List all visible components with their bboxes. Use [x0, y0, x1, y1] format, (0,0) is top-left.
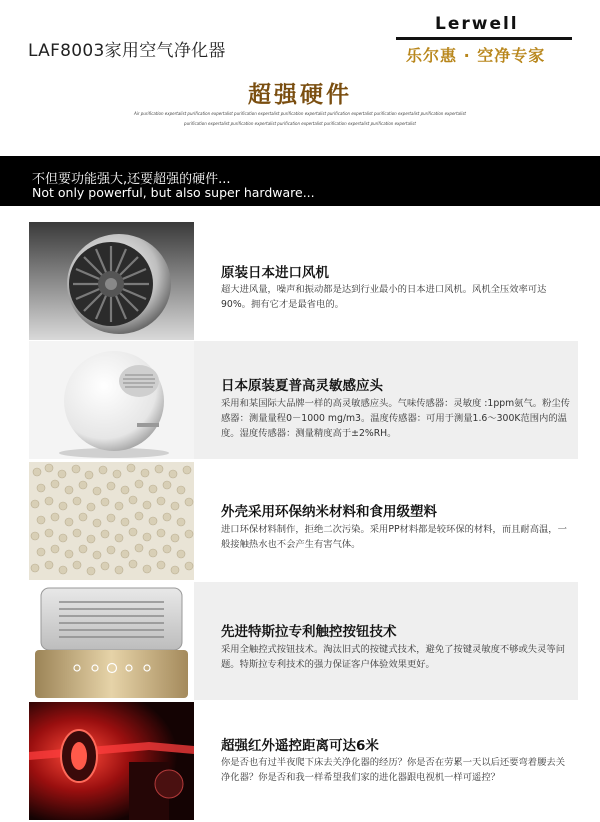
brand-logo-text: Lerwell — [435, 14, 519, 34]
sensor-image — [29, 341, 194, 459]
feature-row-remote — [29, 702, 578, 820]
infrared-laser-image — [29, 702, 194, 820]
feature-title: 超强红外遥控距离可达6米 — [221, 738, 379, 754]
fan-image — [29, 222, 194, 340]
feature-title: 先进特斯拉专利触控按钮技术 — [221, 624, 397, 640]
brand-slogan: 乐尔惠 · 空净专家 — [406, 46, 546, 65]
touch-panel-image — [29, 582, 194, 700]
feature-title: 外壳采用环保纳米材料和食用级塑料 — [221, 504, 437, 520]
section-fine-print-2: purification expertalist purification expertalist purification expertalist purification expertalist purification expertalist — [184, 121, 416, 126]
page-header — [0, 0, 600, 70]
banner-text-en: Not only powerful, but also super hardware... — [32, 185, 315, 200]
section-title: 超强硬件 — [248, 82, 352, 108]
feature-description: 你是否也有过半夜爬下床去关净化器的经历？你是否在劳累一天以后还要弯着腰去关净化器？你是否和我一样希望我们家的进化器跟电视机一样可遥控？ — [221, 757, 565, 783]
plastic-pellets-image — [29, 462, 194, 580]
feature-row-sensor — [29, 341, 578, 459]
feature-description: 超大进风量，噪声和振动都是达到行业最小的日本进口风机。风机全压效率可达90%。拥有它才是最省电的。 — [221, 284, 547, 310]
feature-description: 采用和某国际大品牌一样的高灵敏感应头。气味传感器：灵敏度 :1ppm氨气。粉尘传感器：测量量程0－1000 mg/m3。温度传感器：可用于测量1.6～300K范围内的温度。湿度传感器：测量精度高于±2%RH。 — [221, 398, 570, 439]
feature-row-touch — [29, 582, 578, 700]
brand-divider — [396, 37, 572, 40]
feature-title: 日本原装夏普高灵敏感应头 — [221, 378, 383, 394]
feature-row-fan — [29, 222, 578, 340]
product-title: LAF8003家用空气净化器 — [28, 41, 226, 61]
section-fine-print-1: Air purification expertalist purification expertalist purification expertalist purification expertalist purification expertalist purification expertalist purification expertalist — [134, 111, 466, 116]
banner-text-cn: 不但要功能强大,还要超强的硬件... — [32, 172, 231, 187]
feature-row-material — [29, 462, 578, 580]
feature-title: 原装日本进口风机 — [221, 265, 329, 281]
feature-description: 采用全触控式按钮技术。淘汰旧式的按键式技术，避免了按键灵敏度不够或失灵等问题。特斯拉专利技术的强力保证客户体验效果更好。 — [221, 644, 565, 670]
feature-description: 进口环保材料制作，拒绝二次污染。采用PP材料都是较环保的材料，而且耐高温，一般接触热水也不会产生有害气体。 — [221, 524, 567, 550]
